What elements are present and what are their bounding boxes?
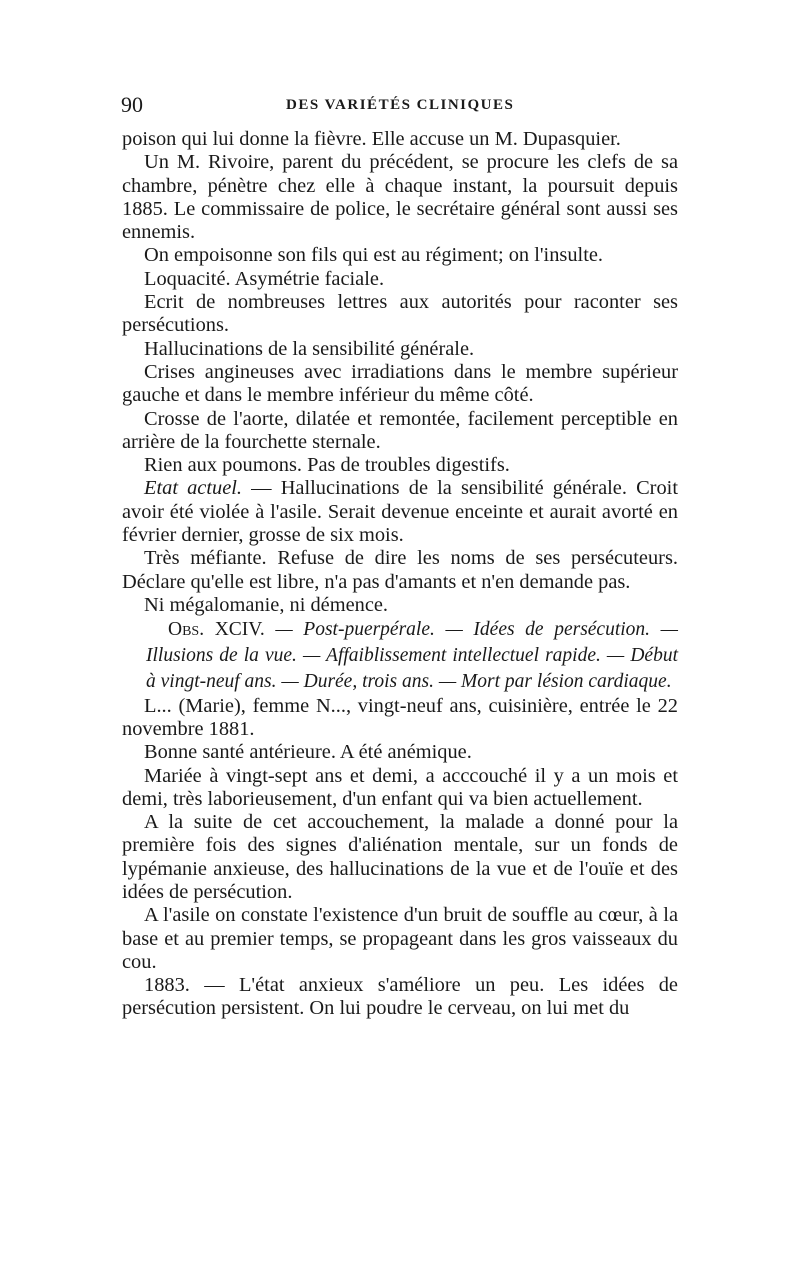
page-number: 90 bbox=[121, 92, 143, 117]
paragraph: A la suite de cet accouchement, la malade a donné pour la première fois des signes d'aliénation mentale, sur un fonds de lypémanie anxieuse, des hallucinations de la vue et de l'ouïe et des idées de persécution. bbox=[122, 811, 678, 903]
paragraph: Hallucinations de la sensibilité générale. bbox=[144, 337, 475, 360]
paragraph: Mariée à vingt-sept ans et demi, a acccouché il y a un mois et demi, très laborieusement, d'un enfant qui va bien actuellement. bbox=[122, 764, 678, 810]
paragraph: Rien aux poumons. Pas de troubles digestifs. bbox=[144, 454, 510, 477]
paragraph: Ni mégalomanie, ni démence. bbox=[144, 593, 389, 616]
observation-label: Obs. XCIV. bbox=[168, 619, 265, 641]
paragraph: Crises angineuses avec irradiations dans le membre supérieur gauche et dans le membre inférieur du même côté. bbox=[122, 360, 678, 407]
etat-actuel-label: Etat actuel. bbox=[144, 477, 243, 500]
paragraph: A l'asile on constate l'existence d'un bruit de souffle au cœur, à la base et au premier temps, se propageant dans les gros vaisseaux du cou. bbox=[122, 904, 678, 973]
etat-actuel-paragraph bbox=[122, 477, 678, 547]
paragraph: Un M. Rivoire, parent du précédent, se procure les clefs de sa chambre, pénètre chez elle à chaque instant, la poursuit depuis 1885. Le commissaire de police, le secrétaire général sont aussi ses ennemis. bbox=[122, 151, 678, 244]
page-body bbox=[122, 128, 678, 1021]
page-header bbox=[121, 92, 681, 122]
paragraph: Bonne santé antérieure. A été anémique. bbox=[144, 741, 472, 764]
etat-actuel-text: — Hallucinations de la sensibilité générale. Croit avoir été violée à l'asile. Serait devenue enceinte et aurait avorté en février dernier, grosse de six mois. bbox=[122, 477, 678, 547]
paragraph: Crosse de l'aorte, dilatée et remontée, facilement perceptible en arrière de la fourchette sternale. bbox=[122, 407, 678, 453]
observation-heading bbox=[122, 617, 678, 694]
running-title: DES VARIÉTÉS CLINIQUES bbox=[286, 97, 515, 113]
paragraph: L... (Marie), femme N..., vingt-neuf ans, cuisinière, entrée le 22 novembre 1881. bbox=[122, 694, 678, 740]
paragraph: Ecrit de nombreuses lettres aux autorités pour raconter ses persécutions. bbox=[122, 291, 678, 337]
paragraph: Très méfiante. Refuse de dire les noms de ses persécuteurs. Déclare qu'elle est libre, n'a pas d'amants et n'en demande pas. bbox=[122, 547, 678, 593]
paragraph: 1883. — L'état anxieux s'améliore un peu. Les idées de persécution persistent. On lui poudre le cerveau, on lui met du bbox=[122, 974, 678, 1020]
observation-title: — Post-puerpérale. — Idées de persécution. — Illusions de la vue. — Affaiblissement intellectuel rapide. — Début à vingt-neuf ans. — Durée, trois ans. — Mort par lésion cardiaque. bbox=[146, 619, 678, 692]
paragraph: On empoisonne son fils qui est au régiment; on l'insulte. bbox=[144, 244, 604, 267]
paragraph: Loquacité. Asymétrie faciale. bbox=[144, 267, 385, 290]
paragraph: poison qui lui donne la fièvre. Elle accuse un M. Dupasquier. bbox=[122, 128, 621, 150]
